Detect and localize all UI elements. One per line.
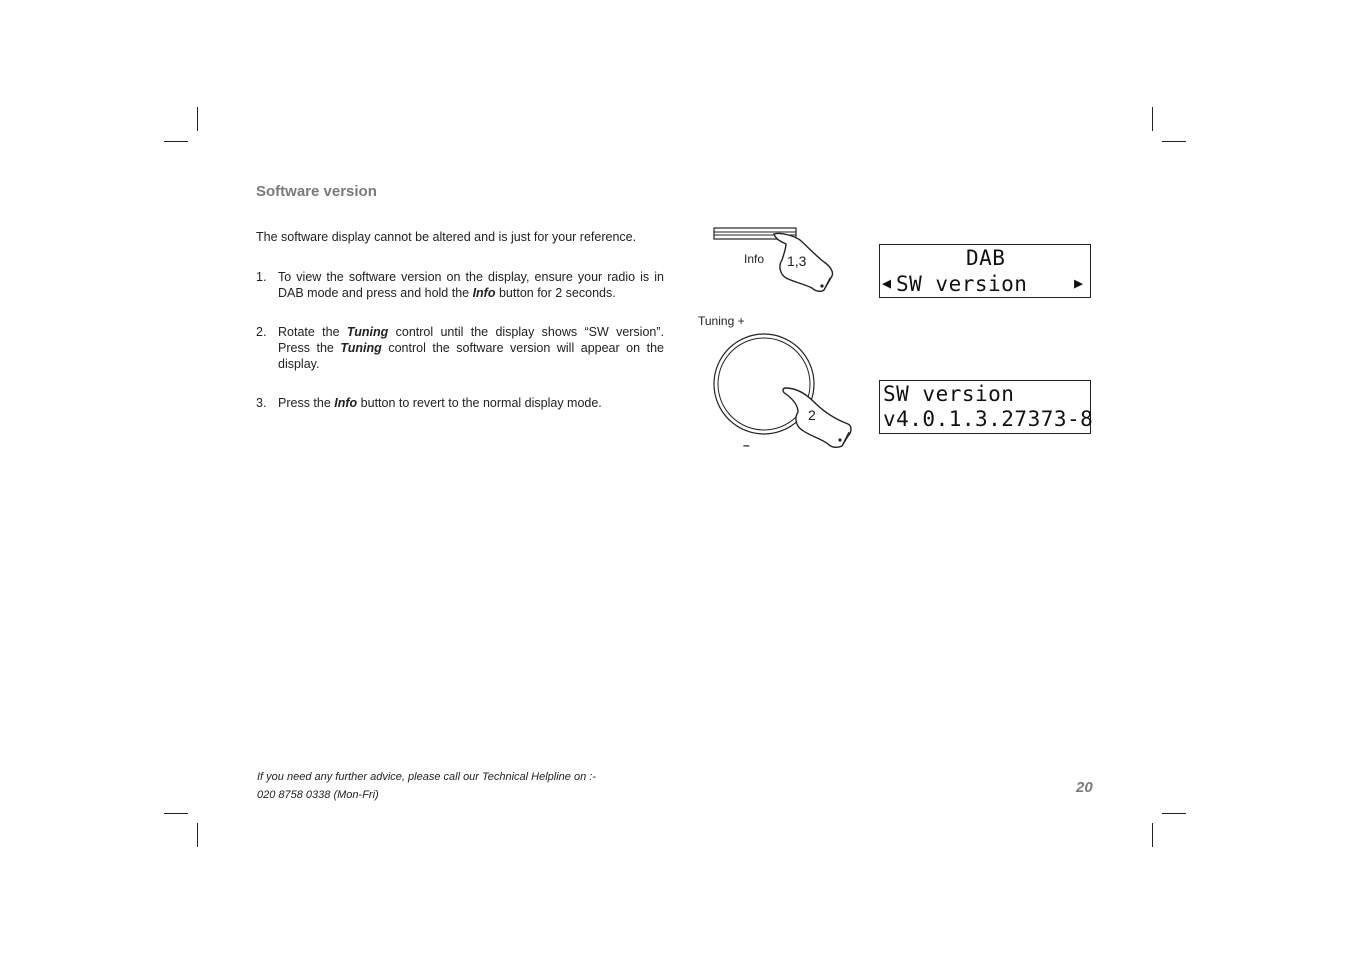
step-2: 2. Rotate the Tuning control until the display shows “SW version”. Press the Tuning control the software version will appear on the display. (256, 325, 664, 371)
right-arrow-icon: ▶ (1074, 274, 1084, 292)
lcd-line-2: v4.0.1.3.27373-8 (883, 407, 1094, 431)
tuning-label: Tuning + (698, 314, 745, 328)
crop-mark (164, 813, 188, 814)
crop-mark (164, 141, 188, 142)
step-3: 3. Press the Info button to revert to the normal display mode. (256, 396, 602, 410)
step-number: 1. (256, 270, 267, 284)
page-number: 20 (1076, 779, 1093, 796)
section-title: Software version (256, 183, 377, 200)
lcd-line-1: SW version (883, 382, 1015, 406)
tuning-term: Tuning (346, 325, 389, 339)
intro-text: The software display cannot be altered and is just for your reference. (256, 230, 637, 244)
info-step-number: 1,3 (787, 253, 807, 269)
info-label: Info (744, 252, 765, 266)
info-term: Info (472, 286, 496, 300)
lcd-line-2: SW version (896, 272, 1028, 296)
crop-mark (1152, 107, 1153, 131)
step-number: 3. (256, 396, 267, 410)
tuning-step-number: 2 (808, 407, 816, 423)
tuning-minus-label: – (743, 438, 750, 452)
crop-mark (1152, 823, 1153, 847)
crop-mark (197, 823, 198, 847)
lcd-display-version (879, 380, 1094, 434)
tuning-knob-illustration (712, 332, 862, 452)
crop-mark (197, 107, 198, 131)
lcd-line-1: DAB (966, 246, 1006, 270)
footer-line-2: 020 8758 0338 (Mon-Fri) (257, 789, 379, 801)
instruction-steps (256, 269, 664, 434)
left-arrow-icon: ◀ (882, 274, 892, 292)
tuning-term: Tuning (340, 341, 382, 355)
step-1: 1. To view the software version on the display, ensure your radio is in DAB mode and press and hold the Info button for 2 seconds. (256, 270, 664, 300)
lcd-display-dab (879, 244, 1091, 298)
info-button-illustration (712, 226, 842, 296)
footer-line-1: If you need any further advice, please call our Technical Helpline on :- (257, 771, 596, 783)
info-term: Info (334, 396, 358, 410)
crop-mark (1162, 141, 1186, 142)
step-number: 2. (256, 325, 267, 339)
crop-mark (1162, 813, 1186, 814)
footer-helpline (257, 768, 596, 804)
